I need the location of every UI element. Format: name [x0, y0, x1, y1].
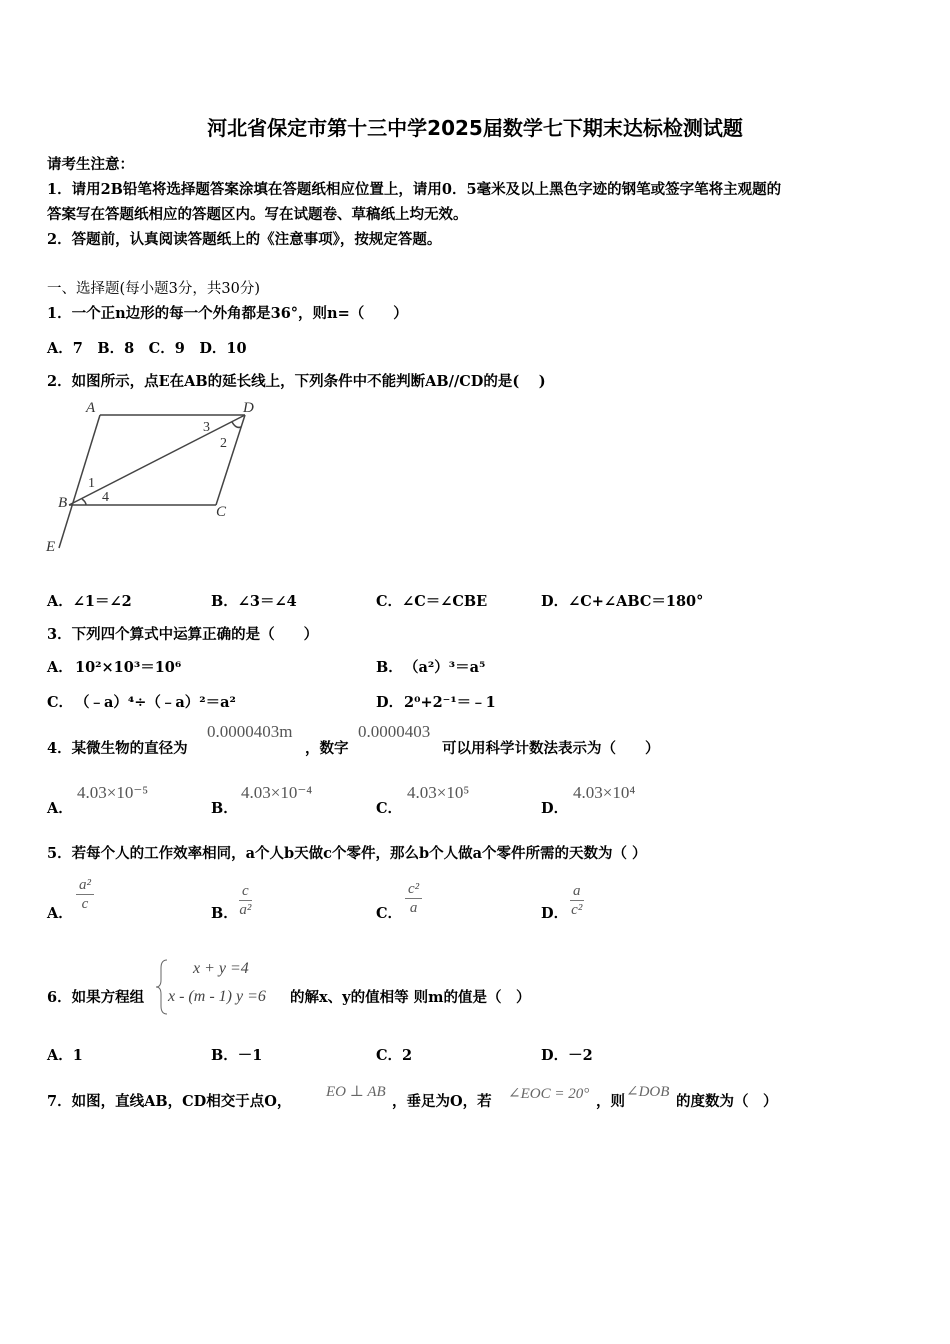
q6-stem-b: 的解x、y的值相等 则m的值是（ ） [290, 989, 531, 1006]
q3-label-c: C． [47, 694, 74, 711]
q6-option-d: D．－2 [541, 1047, 593, 1064]
q3-stem: 3．下列四个算式中运算正确的是（ ） [47, 626, 319, 643]
q2-option-c: C．∠C＝∠CBE [376, 593, 488, 610]
q5-fraction-c-denominator: a [409, 900, 418, 916]
q5-label-a: A． [47, 905, 73, 922]
q7-stem-d: 的度数为（ ） [676, 1093, 778, 1110]
q7-stem-c: ，则 [596, 1093, 625, 1110]
label-angle-2: 2 [220, 436, 227, 451]
q7-target-angle: ∠DOB [626, 1084, 670, 1100]
q4-label-d: D． [541, 800, 569, 817]
q7-stem-b: ，垂足为O，若 [392, 1093, 492, 1110]
q4-label-b: B． [211, 800, 238, 817]
q4-label-c: C． [376, 800, 403, 817]
q4-label-a: A． [47, 800, 73, 817]
q3-label-d: D． [376, 694, 404, 711]
q5-label-d: D． [541, 905, 569, 922]
q5-fraction-c-numerator: c² [405, 880, 422, 899]
q5-fraction-c [405, 880, 422, 917]
q3-label-a: A． [47, 659, 73, 676]
q7-condition-angle: ∠EOC = 20° [508, 1086, 590, 1102]
q4-option-c: 4.03×10⁵ [407, 783, 470, 802]
q2-figure [40, 396, 270, 560]
label-angle-4: 4 [102, 490, 109, 505]
q5-fraction-b [239, 882, 252, 919]
section-heading: 一、选择题(每小题3分，共30分) [47, 281, 260, 297]
q6-option-b: B．－1 [211, 1047, 263, 1064]
q6-stem-a: 6．如果方程组 [47, 989, 145, 1006]
q3-option-a: 10²×10³＝10⁶ [75, 659, 182, 676]
q4-value-1: 0.0000403m [207, 722, 293, 741]
q4-stem-b: ，数字 [305, 740, 349, 757]
q6-brace [155, 958, 169, 1016]
angle-arc-b [82, 499, 86, 505]
q5-fraction-a-numerator: a² [76, 876, 94, 895]
q4-stem-c: 可以用科学计数法表示为（ ） [442, 740, 660, 757]
q5-label-b: B． [211, 905, 238, 922]
label-b: B [58, 495, 68, 511]
q5-fraction-a-denominator: c [81, 896, 89, 912]
angle-arc-d [232, 422, 241, 427]
notice-line-2: 2．答题前，认真阅读答题纸上的《注意事项》，按规定答题。 [47, 231, 442, 248]
q3-option-d: 2⁰+2⁻¹＝﹣1 [404, 694, 496, 711]
notice-line-1a: 1．请用2B铅笔将选择题答案涂填在答题纸相应位置上，请用0．5毫米及以上黑色字迹的钢笔或签字笔将主观题的 [47, 181, 782, 198]
q6-option-a: A．1 [47, 1047, 83, 1064]
q2-option-b: B．∠3＝∠4 [211, 593, 297, 610]
q5-label-c: C． [376, 905, 403, 922]
q5-fraction-d-numerator: a [570, 882, 584, 901]
q7-condition-perpendicular: EO ⊥ AB [326, 1084, 386, 1100]
q4-stem-a: 4．某微生物的直径为 [47, 740, 188, 757]
q4-value-2: 0.0000403 [358, 722, 431, 741]
q5-fraction-b-denominator: a² [239, 902, 252, 918]
label-a: A [86, 400, 96, 416]
q5-fraction-a [76, 876, 94, 913]
notice-heading: 请考生注意： [47, 156, 134, 173]
q1-options: A．7 B．8 C．9 D．10 [47, 340, 247, 357]
q4-option-d: 4.03×10⁴ [573, 783, 636, 802]
q4-option-b: 4.03×10⁻⁴ [241, 783, 313, 802]
page-title: 河北省保定市第十三中学2025届数学七下期末达标检测试题 [207, 116, 743, 140]
q7-stem-a: 7．如图，直线AB，CD相交于点O， [47, 1093, 292, 1110]
label-d: D [243, 400, 254, 416]
label-e: E [46, 539, 56, 555]
q6-option-c: C．2 [376, 1047, 413, 1064]
q2-stem: 2．如图所示，点E在AB的延长线上，下列条件中不能判断AB//CD的是( ) [47, 373, 546, 390]
notice-line-1b: 答案写在答题纸相应的答题区内。写在试题卷、草稿纸上均无效。 [47, 206, 468, 223]
q3-label-b: B． [376, 659, 403, 676]
line-dc [216, 415, 245, 505]
q2-option-a: A．∠1＝∠2 [47, 593, 132, 610]
q3-option-b: （a²）³＝a⁵ [404, 659, 486, 676]
q6-equation-2: x - (m - 1) y =6 [168, 988, 266, 1005]
q2-option-d: D．∠C+∠ABC＝180° [541, 593, 704, 610]
q5-fraction-d-denominator: c² [571, 902, 583, 918]
q4-option-a: 4.03×10⁻⁵ [77, 783, 149, 802]
q6-equation-1: x + y =4 [193, 960, 249, 977]
q5-stem: 5．若每个人的工作效率相同，a个人b天做c个零件，那么b个人做a个零件所需的天数为（ ） [47, 845, 647, 862]
q5-fraction-b-numerator: c [239, 882, 252, 901]
label-angle-1: 1 [88, 476, 95, 491]
q1-stem: 1．一个正n边形的每一个外角都是36°，则n=（ ） [47, 305, 408, 322]
q5-fraction-d [570, 882, 584, 919]
label-c: C [216, 504, 227, 520]
label-angle-3: 3 [203, 420, 210, 435]
q3-option-c: （﹣a）⁴÷（﹣a）²＝a² [75, 694, 236, 711]
